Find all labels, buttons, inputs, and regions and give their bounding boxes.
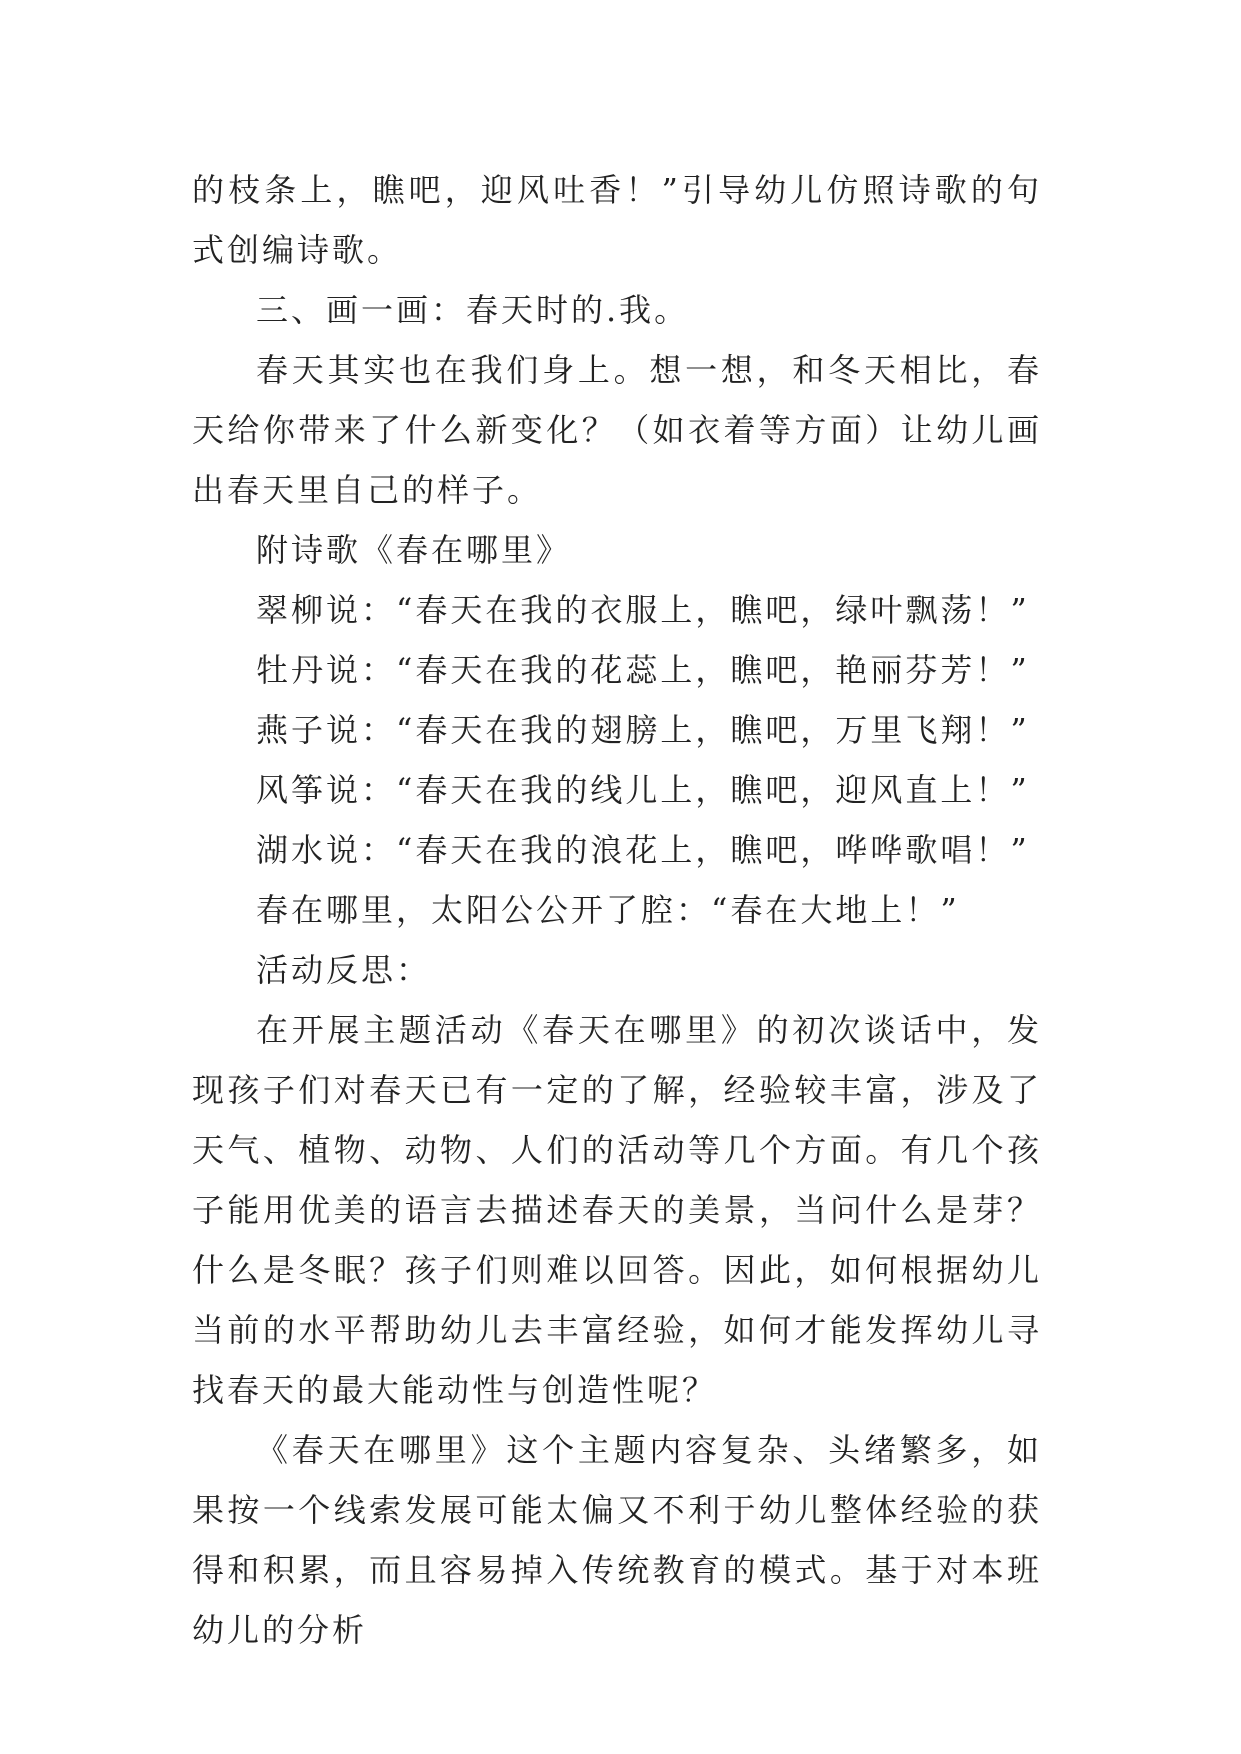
- paragraph-poem-title: 附诗歌《春在哪里》: [256, 531, 572, 569]
- paragraph-section-three-heading: 三、画一画：春天时的.我。: [256, 291, 690, 329]
- paragraph-reflection-body-2: 《春天在哪里》这个主题内容复杂、头绪繁多，如果按一个线索发展可能太偏又不利于幼儿整体经验的获得和积累，而且容易掉入传统教育的模式。基于对本班幼儿的分析: [192, 1431, 1042, 1649]
- poem-line-willow: 翠柳说：“春天在我的衣服上，瞧吧，绿叶飘荡！”: [256, 591, 1030, 629]
- paragraph-poem-continuation: 的枝条上，瞧吧，迎风吐香！”引导幼儿仿照诗歌的句式创编诗歌。: [192, 171, 1042, 269]
- paragraph-reflection-heading: 活动反思：: [256, 951, 432, 989]
- paragraph-reflection-body-1: 在开展主题活动《春天在哪里》的初次谈话中，发现孩子们对春天已有一定的了解，经验较丰富，涉及了天气、植物、动物、人们的活动等几个方面。有几个孩子能用优美的语言去描述春天的美景，当问什么是芽？什么是冬眠？孩子们则难以回答。因此，如何根据幼儿当前的水平帮助幼儿去丰富经验，如何才能发挥幼儿寻找春天的最大能动性与创造性呢？: [192, 1011, 1042, 1409]
- poem-line-swallow: 燕子说：“春天在我的翅膀上，瞧吧，万里飞翔！”: [256, 711, 1030, 749]
- poem-line-kite: 风筝说：“春天在我的线儿上，瞧吧，迎风直上！”: [256, 771, 1030, 809]
- poem-line-peony: 牡丹说：“春天在我的花蕊上，瞧吧，艳丽芬芳！”: [256, 651, 1030, 689]
- poem-line-lake: 湖水说：“春天在我的浪花上，瞧吧，哗哗歌唱！”: [256, 831, 1030, 869]
- document-body: [192, 160, 1042, 1660]
- poem-line-sun: 春在哪里，太阳公公开了腔：“春在大地上！”: [256, 891, 960, 929]
- paragraph-section-three-body: 春天其实也在我们身上。想一想，和冬天相比，春天给你带来了什么新变化？（如衣着等方面）让幼儿画出春天里自己的样子。: [192, 351, 1042, 509]
